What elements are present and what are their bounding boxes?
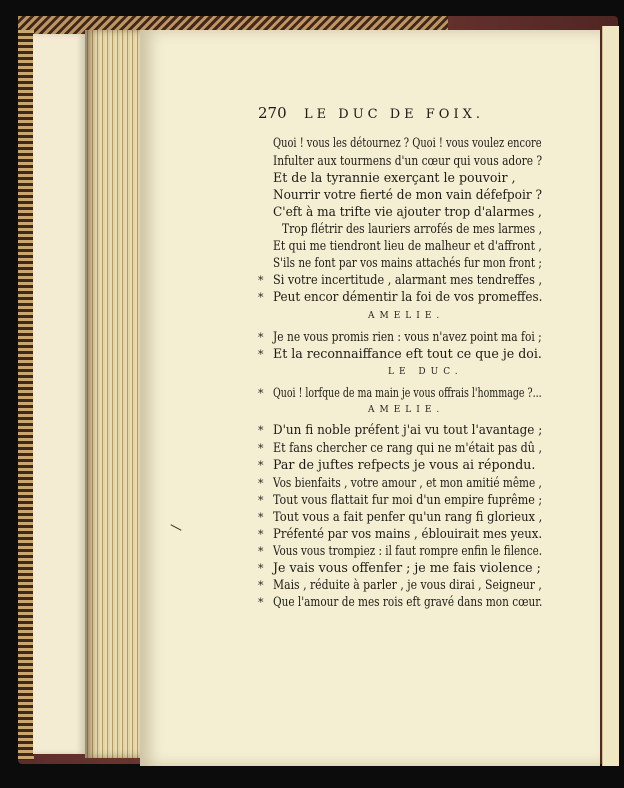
binding-edge: [18, 30, 34, 760]
margin-asterisk: *: [258, 424, 264, 437]
margin-asterisk: *: [258, 291, 264, 304]
verse-line: Quoi ! vous les détournez ? Quoi ! vous voulez encore: [273, 135, 542, 150]
speaker-name: AMELIE.: [368, 405, 445, 415]
verse-line: Peut encor démentir la foi de vos promeffes.: [273, 289, 543, 304]
left-page-edge: [33, 34, 85, 754]
margin-asterisk: *: [258, 348, 264, 361]
margin-asterisk: *: [258, 387, 264, 400]
verse-line: Nourrir votre fierté de mon vain défefpoir ?: [273, 187, 543, 202]
verse-line: Et qui me tiendront lieu de malheur et d'affront ,: [273, 238, 542, 253]
margin-asterisk: *: [258, 459, 264, 472]
verse-line: Que l'amour de mes rois eft gravé dans mon cœur.: [273, 594, 543, 609]
verse-line: Et de la tyrannie exerçant le pouvoir ,: [273, 170, 516, 185]
verse-line: Tout vous flattait fur moi d'un empire fuprême ;: [273, 492, 543, 507]
verse-line: Mais , réduite à parler , je vous dirai , Seigneur ,: [273, 577, 542, 592]
margin-asterisk: *: [258, 545, 264, 558]
speaker-name: AMELIE.: [368, 311, 445, 321]
verse-line: Quoi ! lorfque de ma main je vous offrais l'hommage ?...: [273, 385, 542, 400]
margin-asterisk: *: [258, 331, 264, 344]
page-number: 270: [258, 104, 287, 122]
verse-line: C'eft à ma trifte vie ajouter trop d'alarmes ,: [273, 204, 542, 219]
verse-line: Infulter aux tourmens d'un cœur qui vous adore ?: [273, 153, 543, 168]
page-stack: [85, 30, 143, 758]
verse-line: Vos bienfaits , votre amour , et mon amitié même ,: [273, 475, 542, 490]
verse-line: D'un fi noble préfent j'ai vu tout l'avantage ;: [273, 422, 543, 437]
margin-asterisk: *: [258, 511, 264, 524]
verse-line: Trop flétrir des lauriers arrofés de mes larmes ,: [282, 221, 543, 236]
verse-line: Et fans chercher ce rang qui ne m'était pas dû ,: [273, 440, 543, 455]
next-page-edge: [602, 26, 619, 766]
running-head: [258, 104, 484, 122]
verse-line: Par de juftes refpects je vous ai répondu.: [273, 457, 536, 472]
margin-asterisk: *: [258, 274, 264, 287]
verse-line: S'ils ne font par vos mains attachés fur mon front ;: [273, 255, 542, 270]
margin-asterisk: *: [258, 477, 264, 490]
verse-line: Préfenté par vos mains , éblouirait mes yeux.: [273, 526, 543, 541]
verse-line: Je vais vous offenfer ; je me fais violence ;: [273, 560, 541, 575]
verse-line: Tout vous a fait penfer qu'un rang fi glorieux ,: [273, 509, 543, 524]
margin-asterisk: *: [258, 494, 264, 507]
margin-asterisk: *: [258, 528, 264, 541]
margin-asterisk: *: [258, 442, 264, 455]
verse-line: Vous vous trompiez : il faut rompre enfin le filence.: [273, 543, 543, 558]
verse-line: Et la reconnaiffance eft tout ce que je doi.: [273, 346, 542, 361]
margin-asterisk: *: [258, 579, 264, 592]
margin-asterisk: *: [258, 562, 264, 575]
speaker-name: LE DUC.: [388, 367, 463, 377]
verse-line: Je ne vous promis rien : vous n'avez point ma foi ;: [273, 329, 542, 344]
margin-asterisk: *: [258, 596, 264, 609]
running-title: LE DUC DE FOIX.: [304, 107, 484, 122]
verse-line: Si votre incertitude , alarmant mes tendreffes ,: [273, 272, 543, 287]
